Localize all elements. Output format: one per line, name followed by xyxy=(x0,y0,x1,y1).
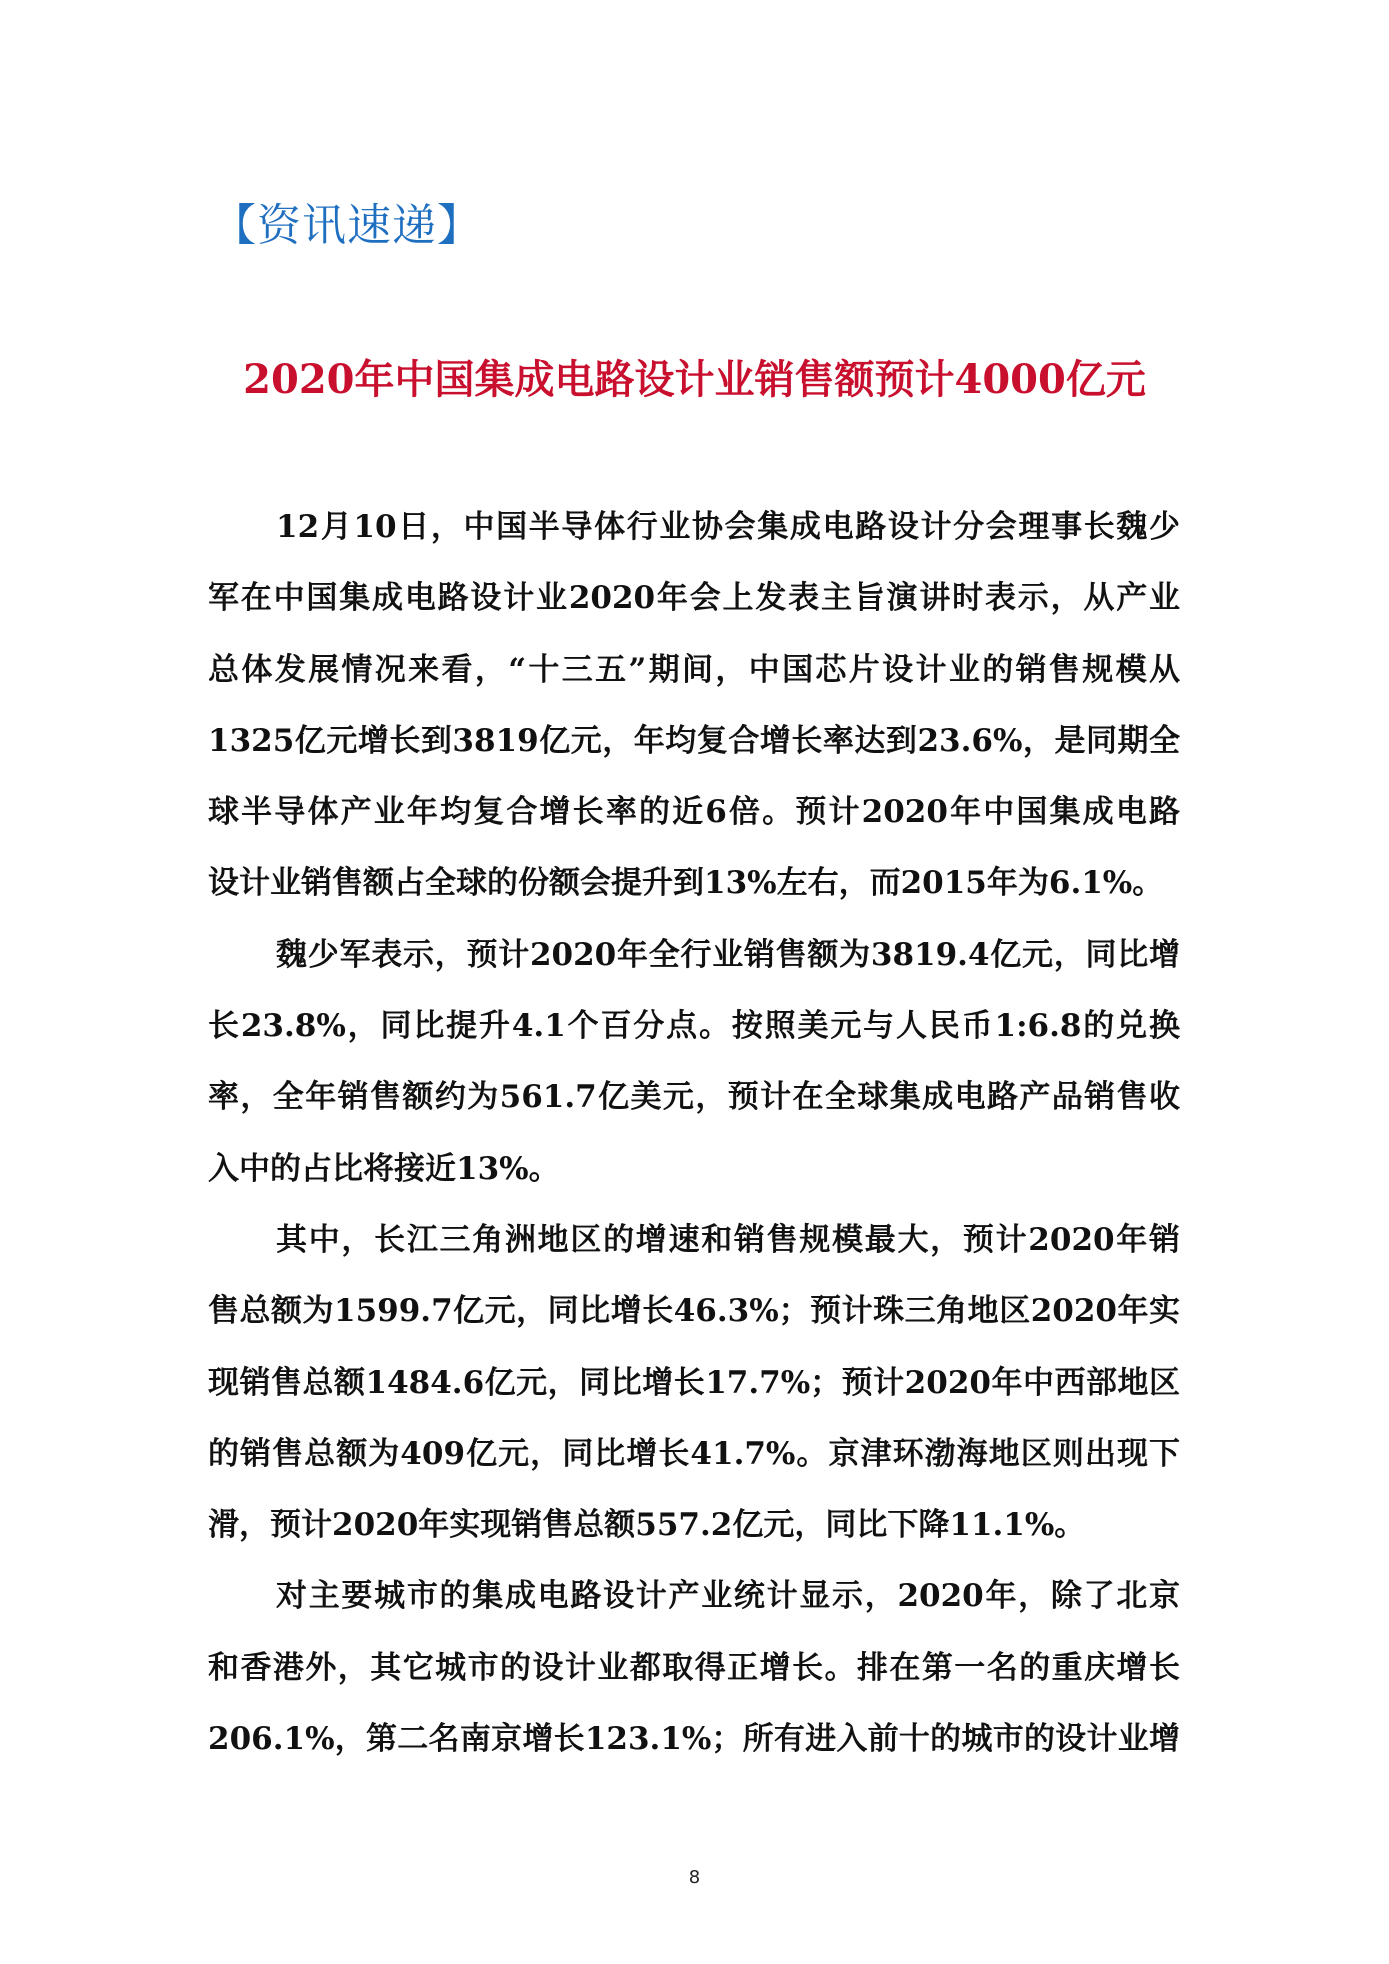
paragraph-3 xyxy=(208,1205,1180,1561)
paragraph-2 xyxy=(208,920,1180,1205)
text-line: 12月10日，中国半导体行业协会集成电路设计分会理事长魏少 xyxy=(276,509,1180,545)
text-line: 长23.8%，同比提升4.1个百分点。按照美元与人民币1:6.8的兑换 xyxy=(208,1008,1180,1045)
text-line: 和香港外，其它城市的设计业都取得正增长。排在第一名的重庆增长 xyxy=(208,1649,1180,1686)
text-line: 206.1%，第二名南京增长123.1%；所有进入前十的城市的设计业增 xyxy=(208,1721,1180,1758)
paragraph-4 xyxy=(208,1561,1180,1775)
text-line: 现销售总额1484.6亿元，同比增长17.7%；预计2020年中西部地区 xyxy=(208,1364,1180,1401)
section-tag: 【资讯速递】 xyxy=(212,200,482,251)
paragraph-1 xyxy=(208,492,1180,920)
text-line: 魏少军表示，预计2020年全行业销售额为3819.4亿元，同比增 xyxy=(276,936,1180,973)
article-body xyxy=(208,492,1180,1775)
article-title: 2020年中国集成电路设计业销售额预计4000亿元 xyxy=(243,356,1146,403)
text-line: 总体发展情况来看，“十三五”期间，中国芯片设计业的销售规模从 xyxy=(208,651,1180,688)
text-line: 售总额为1599.7亿元，同比增长46.3%；预计珠三角地区2020年实 xyxy=(208,1293,1180,1330)
text-line: 对主要城市的集成电路设计产业统计显示，2020年，除了北京 xyxy=(276,1578,1180,1615)
text-line: 军在中国集成电路设计业2020年会上发表主旨演讲时表示，从产业 xyxy=(208,580,1180,617)
text-line: 滑，预计2020年实现销售总额557.2亿元，同比下降11.1%。 xyxy=(208,1507,1086,1544)
text-line: 设计业销售额占全球的份额会提升到13%左右，而2015年为6.1%。 xyxy=(208,865,1164,902)
text-line: 1325亿元增长到3819亿元，年均复合增长率达到23.6%，是同期全 xyxy=(208,722,1180,759)
page-number: 8 xyxy=(688,1867,701,1888)
text-line: 其中，长江三角洲地区的增速和销售规模最大，预计2020年销 xyxy=(276,1221,1180,1258)
text-line: 入中的占比将接近13%。 xyxy=(208,1150,560,1187)
text-line: 的销售总额为409亿元，同比增长41.7%。京津环渤海地区则出现下 xyxy=(208,1435,1180,1472)
text-line: 率，全年销售额约为561.7亿美元，预计在全球集成电路产品销售收 xyxy=(208,1079,1180,1116)
text-line: 球半导体产业年均复合增长率的近6倍。预计2020年中国集成电路 xyxy=(208,794,1180,831)
